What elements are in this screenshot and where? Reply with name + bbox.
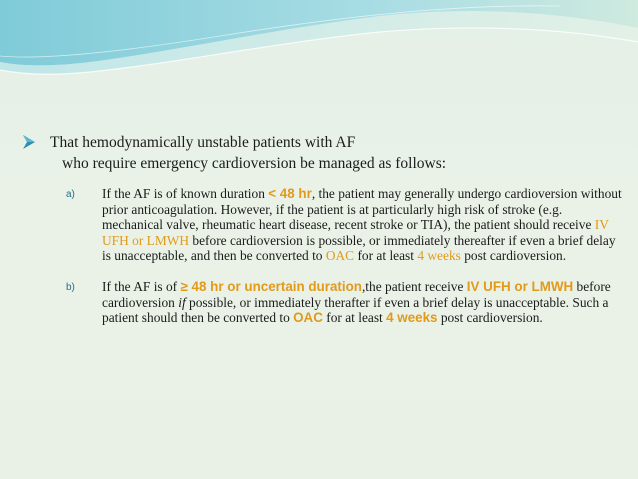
- sub-item-text: ,the patient receive: [361, 278, 467, 294]
- slide-content: [22, 132, 622, 341]
- sub-list: [22, 186, 622, 326]
- drug-highlight: IV UFH or LMWH: [466, 278, 574, 294]
- sub-item-text: If the AF is of known duration: [102, 186, 269, 201]
- sub-item-text: before cardioversion is possible, or immediately thereafter if even a brief delay is unacceptable, and then be converted to: [102, 232, 616, 264]
- sub-item-text: before cardioversion: [102, 278, 611, 310]
- main-point-line-2: who require emergency cardioversion be managed as follows:: [62, 155, 447, 172]
- sub-item-text: for at least: [322, 310, 387, 326]
- main-bullet: [22, 132, 622, 174]
- sub-item-marker: a): [66, 189, 75, 200]
- italic-text: if: [178, 294, 186, 310]
- oac-highlight: OAC: [293, 310, 323, 326]
- arrow-bullet-icon: [22, 134, 36, 150]
- weeks-highlight: 4 weeks: [417, 248, 461, 264]
- sub-item-text: post cardioversion.: [437, 310, 543, 326]
- duration-highlight: < 48 hr: [268, 186, 312, 201]
- sub-item-text: for at least: [354, 248, 418, 264]
- oac-highlight: OAC: [325, 248, 355, 264]
- sub-item-a: [22, 186, 622, 264]
- weeks-highlight: 4 weeks: [386, 310, 438, 326]
- sub-item-text: possible, or immediately therafter if even a brief delay is unacceptable. Such a patient should then be converted to: [102, 294, 609, 326]
- sub-item-text: post cardioversion.: [460, 248, 567, 264]
- main-point-line-1: That hemodynamically unstable patients with AF: [50, 134, 356, 151]
- sub-item-text: If the AF is of: [102, 278, 181, 294]
- duration-highlight: ≥ 48 hr or uncertain duration: [180, 278, 362, 294]
- header-wave-decoration: [0, 0, 638, 120]
- sub-item-marker: b): [66, 281, 75, 293]
- drug-highlight: IV UFH or LMWH: [102, 217, 609, 248]
- sub-item-b: [22, 279, 622, 326]
- sub-item-text: , the patient may generally undergo cardioversion without prior anticoagulation. However, if the patient is at particularly high risk of stroke (e.g. mechanical valve, rheumatic heart disease, recent stroke or TIA), the patient should receive: [102, 186, 622, 233]
